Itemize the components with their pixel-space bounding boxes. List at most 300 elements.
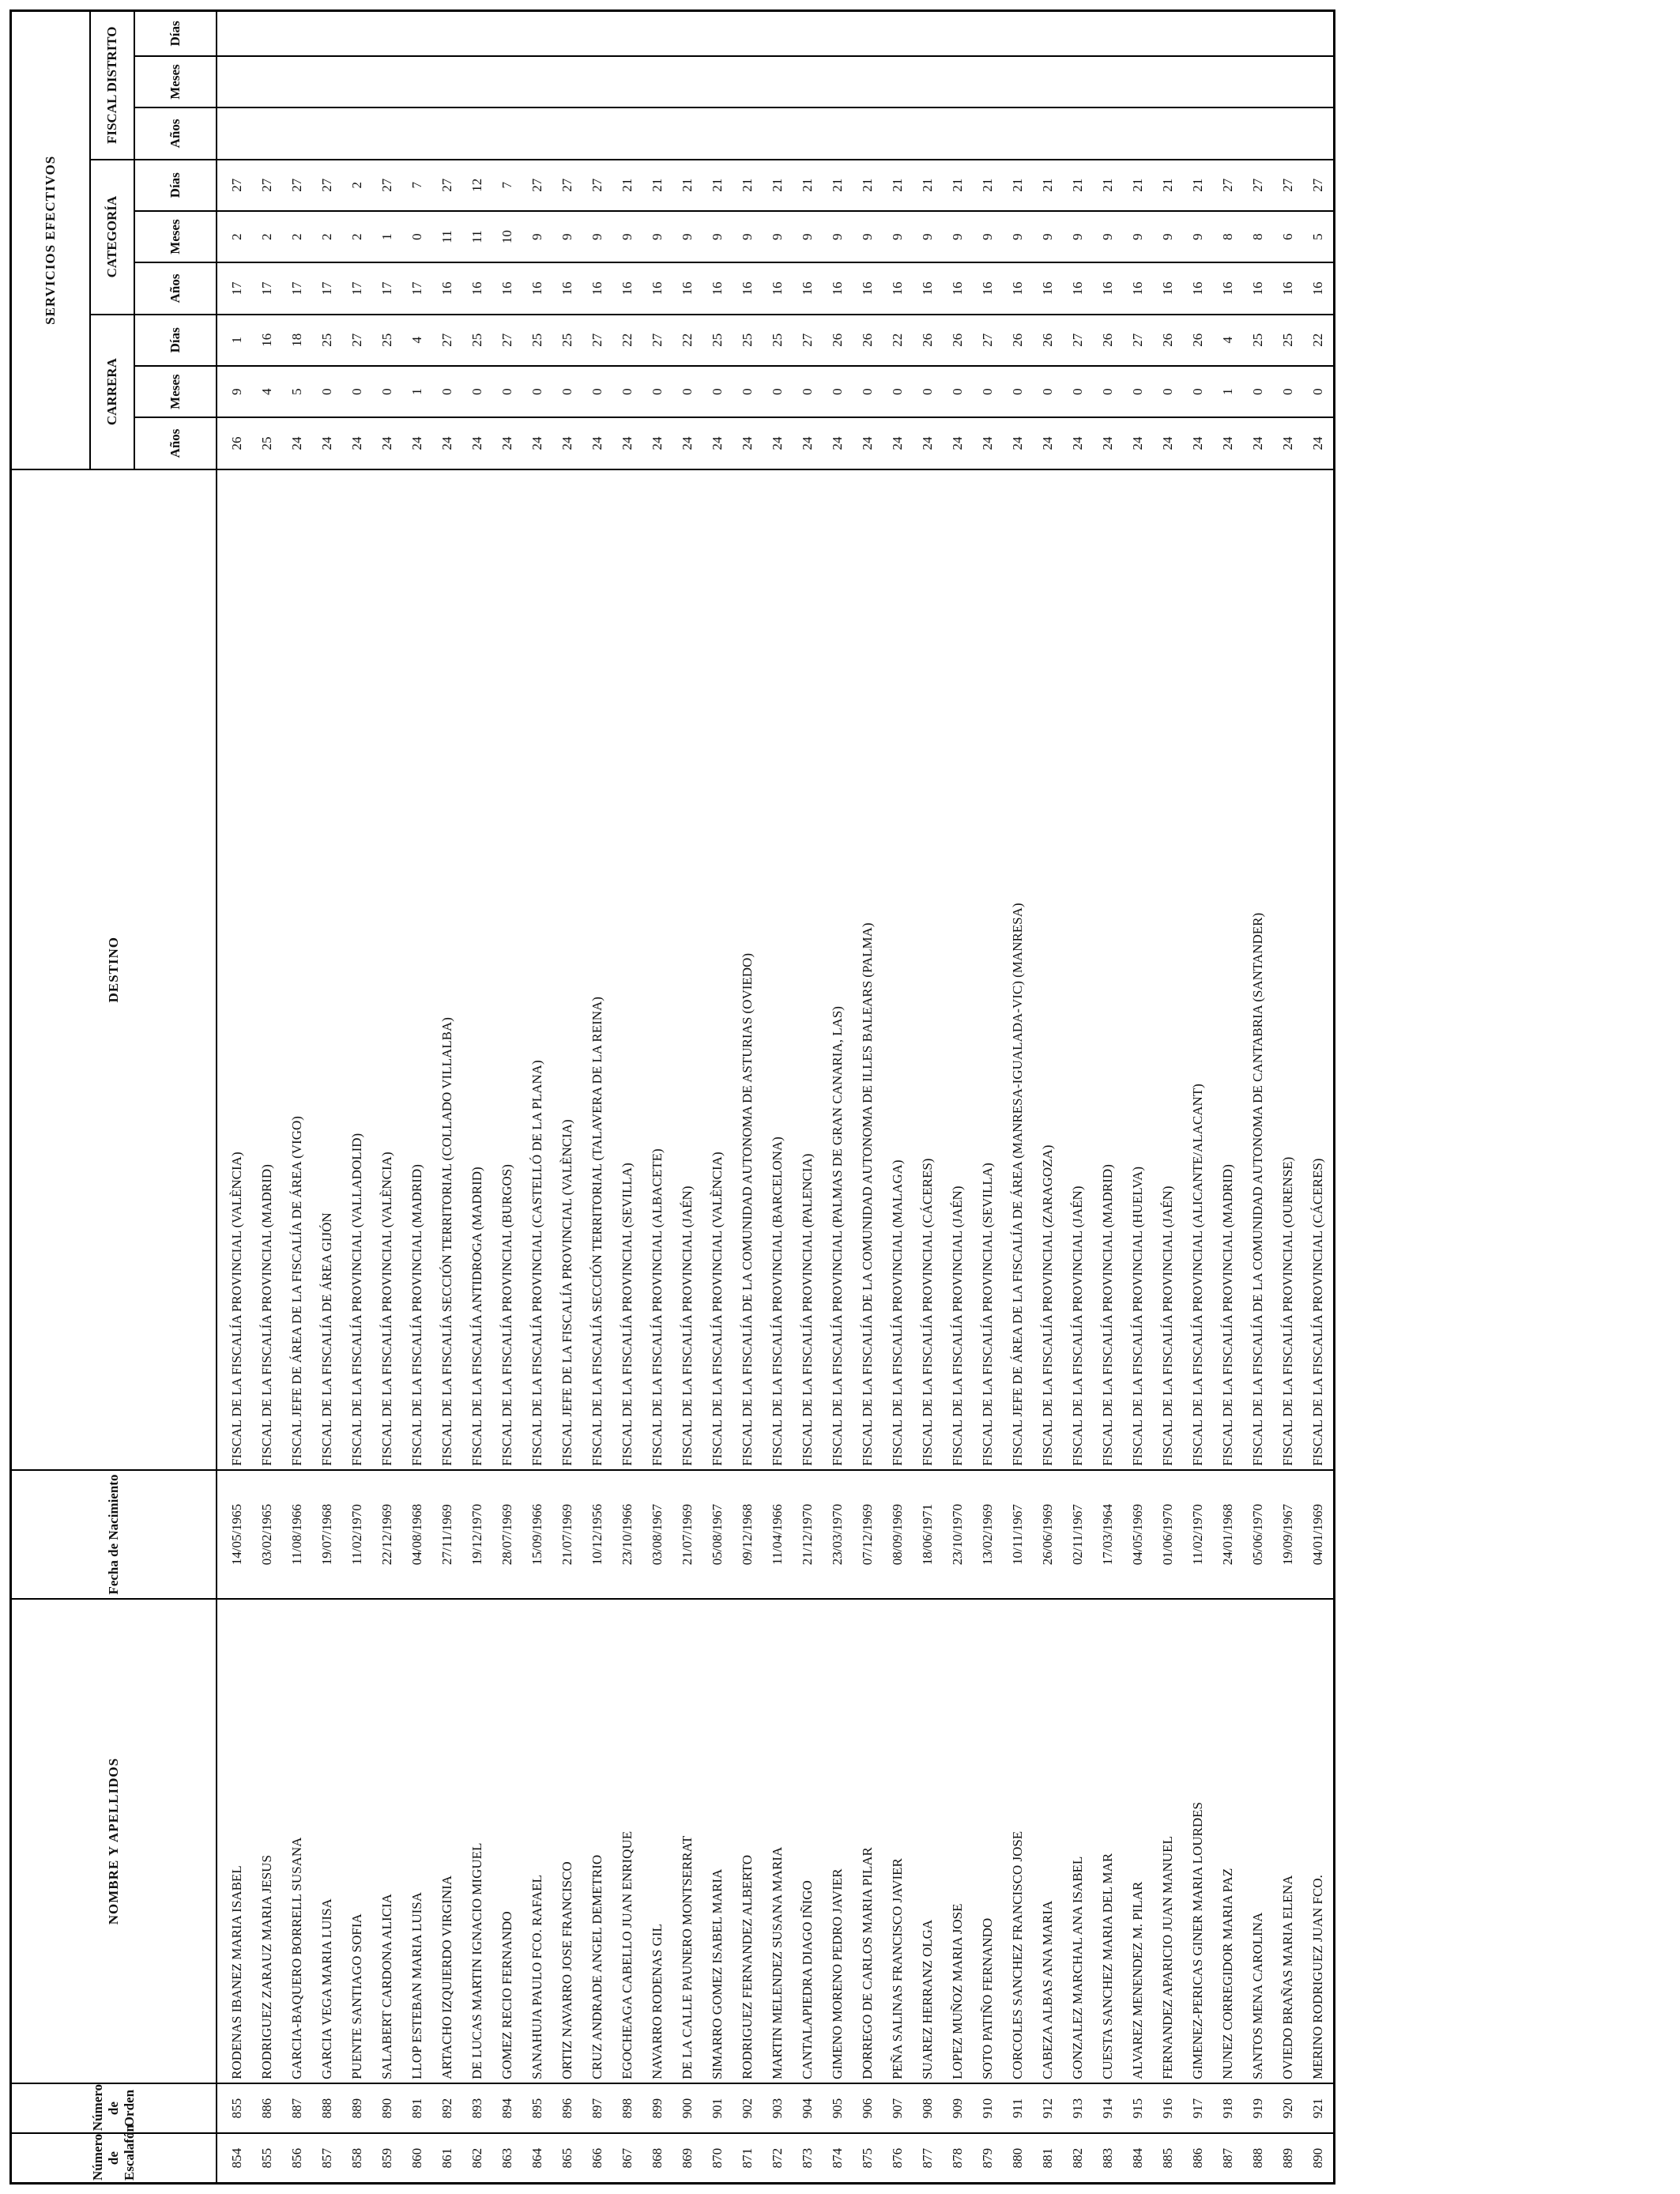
cell-numero-orden: 892: [432, 2083, 462, 2133]
cell-nombre: SIMARRO GOMEZ ISABEL MARIA: [703, 1599, 733, 2083]
cell-distrito-meses: [1213, 56, 1243, 107]
cell-categoria-dias: 21: [943, 160, 973, 211]
cell-destino: FISCAL DE LA FISCALÍA PROVINCIAL (VALÈNCIA): [217, 469, 252, 1470]
cell-categoria-dias: 21: [703, 160, 733, 211]
cell-categoria-anios: 16: [823, 262, 853, 314]
cell-nombre: CRUZ ANDRADE ANGEL DEMETRIO: [582, 1599, 612, 2083]
cell-fecha-nacimiento: 24/01/1968: [1213, 1470, 1243, 1599]
cell-carrera-meses: 0: [943, 366, 973, 417]
cell-numero-escalafon: 868: [642, 2133, 672, 2183]
cell-numero-escalafon: 880: [1003, 2133, 1033, 2183]
cell-fecha-nacimiento: 23/03/1970: [823, 1470, 853, 1599]
cell-numero-escalafon: 882: [1063, 2133, 1093, 2183]
cell-numero-escalafon: 860: [402, 2133, 432, 2183]
cell-nombre: RODRIGUEZ FERNANDEZ ALBERTO: [733, 1599, 763, 2083]
header-carrera-anios: Años: [134, 417, 217, 469]
cell-numero-orden: 855: [217, 2083, 252, 2133]
cell-destino: FISCAL DE LA FISCALÍA PROVINCIAL (OURENSE): [1273, 469, 1303, 1470]
cell-destino: FISCAL DE LA FISCALÍA PROVINCIAL (SEVILLA): [973, 469, 1003, 1470]
cell-destino: FISCAL DE LA FISCALÍA PROVINCIAL (ALBACETE): [642, 469, 672, 1470]
cell-categoria-anios: 16: [853, 262, 883, 314]
cell-carrera-dias: 25: [733, 315, 763, 366]
cell-nombre: DE LUCAS MARTIN IGNACIO MIGUEL: [462, 1599, 492, 2083]
cell-carrera-dias: 26: [1183, 315, 1213, 366]
cell-categoria-anios: 17: [372, 262, 402, 314]
cell-distrito-meses: [522, 56, 552, 107]
cell-categoria-meses: 9: [1183, 211, 1213, 262]
cell-carrera-anios: 24: [853, 417, 883, 469]
cell-carrera-dias: 22: [672, 315, 703, 366]
cell-categoria-meses: 9: [853, 211, 883, 262]
cell-carrera-dias: 25: [522, 315, 552, 366]
cell-categoria-dias: 27: [1213, 160, 1243, 211]
cell-categoria-meses: 9: [642, 211, 672, 262]
cell-categoria-dias: 27: [312, 160, 342, 211]
cell-carrera-meses: 0: [1183, 366, 1213, 417]
cell-fecha-nacimiento: 19/12/1970: [462, 1470, 492, 1599]
cell-nombre: OVIEDO BRAÑAS MARIA ELENA: [1273, 1599, 1303, 2083]
cell-distrito-dias: [522, 11, 552, 56]
cell-nombre: DORREGO DE CARLOS MARIA PILAR: [853, 1599, 883, 2083]
cell-fecha-nacimiento: 15/09/1966: [522, 1470, 552, 1599]
cell-carrera-dias: 25: [312, 315, 342, 366]
cell-distrito-anios: [282, 107, 312, 159]
cell-distrito-meses: [853, 56, 883, 107]
cell-categoria-anios: 16: [612, 262, 642, 314]
cell-categoria-meses: 9: [883, 211, 913, 262]
table-row: [612, 11, 642, 2184]
cell-categoria-meses: 9: [733, 211, 763, 262]
cell-carrera-anios: 24: [763, 417, 793, 469]
cell-carrera-anios: 24: [372, 417, 402, 469]
cell-distrito-dias: [282, 11, 312, 56]
cell-categoria-anios: 16: [1033, 262, 1063, 314]
cell-distrito-anios: [372, 107, 402, 159]
cell-numero-orden: 920: [1273, 2083, 1303, 2133]
cell-carrera-dias: 4: [402, 315, 432, 366]
cell-carrera-dias: 1: [217, 315, 252, 366]
cell-distrito-meses: [312, 56, 342, 107]
cell-carrera-anios: 24: [342, 417, 372, 469]
header-numero-escalafon: Número de Escalafón: [11, 2133, 217, 2183]
cell-fecha-nacimiento: 18/06/1971: [913, 1470, 943, 1599]
cell-distrito-anios: [612, 107, 642, 159]
cell-categoria-dias: 27: [372, 160, 402, 211]
cell-categoria-meses: 9: [1003, 211, 1033, 262]
cell-destino: FISCAL JEFE DE LA FISCALÍA PROVINCIAL (VALÈNCIA): [552, 469, 582, 1470]
cell-destino: FISCAL DE LA FISCALÍA PROVINCIAL (BARCELONA): [763, 469, 793, 1470]
cell-categoria-meses: 9: [522, 211, 552, 262]
cell-carrera-anios: 24: [1123, 417, 1153, 469]
cell-carrera-dias: 26: [823, 315, 853, 366]
cell-nombre: PEÑA SALINAS FRANCISCO JAVIER: [883, 1599, 913, 2083]
cell-categoria-anios: 17: [342, 262, 372, 314]
cell-numero-escalafon: 873: [793, 2133, 823, 2183]
cell-distrito-dias: [973, 11, 1003, 56]
cell-numero-escalafon: 869: [672, 2133, 703, 2183]
cell-categoria-anios: 16: [582, 262, 612, 314]
cell-carrera-meses: 1: [402, 366, 432, 417]
table-body: [217, 11, 1335, 2184]
cell-carrera-meses: 0: [612, 366, 642, 417]
cell-fecha-nacimiento: 08/09/1969: [883, 1470, 913, 1599]
cell-carrera-anios: 25: [252, 417, 282, 469]
cell-categoria-meses: 11: [432, 211, 462, 262]
cell-fecha-nacimiento: 03/08/1967: [642, 1470, 672, 1599]
cell-destino: FISCAL DE LA FISCALÍA PROVINCIAL (HUELVA): [1123, 469, 1153, 1470]
cell-distrito-anios: [1093, 107, 1123, 159]
cell-fecha-nacimiento: 09/12/1968: [733, 1470, 763, 1599]
table-row: [913, 11, 943, 2184]
table-row: [1033, 11, 1063, 2184]
cell-categoria-anios: 16: [642, 262, 672, 314]
cell-distrito-meses: [612, 56, 642, 107]
cell-carrera-meses: 0: [1093, 366, 1123, 417]
cell-carrera-meses: 0: [1033, 366, 1063, 417]
cell-carrera-meses: 9: [217, 366, 252, 417]
cell-categoria-dias: 27: [1303, 160, 1335, 211]
cell-distrito-anios: [252, 107, 282, 159]
cell-destino: FISCAL DE LA FISCALÍA PROVINCIAL (VALÈNCIA): [372, 469, 402, 1470]
cell-categoria-dias: 27: [252, 160, 282, 211]
cell-categoria-anios: 16: [883, 262, 913, 314]
cell-distrito-dias: [642, 11, 672, 56]
table-row: [1123, 11, 1153, 2184]
cell-carrera-meses: 5: [282, 366, 312, 417]
cell-carrera-meses: 0: [312, 366, 342, 417]
cell-carrera-dias: 27: [973, 315, 1003, 366]
table-row: [582, 11, 612, 2184]
cell-distrito-meses: [492, 56, 522, 107]
cell-distrito-meses: [1183, 56, 1213, 107]
table-row: [1183, 11, 1213, 2184]
cell-categoria-meses: 6: [1273, 211, 1303, 262]
cell-carrera-meses: 0: [462, 366, 492, 417]
cell-carrera-meses: 0: [552, 366, 582, 417]
cell-nombre: MERINO RODRIGUEZ JUAN FCO.: [1303, 1599, 1335, 2083]
cell-fecha-nacimiento: 11/02/1970: [1183, 1470, 1213, 1599]
cell-distrito-anios: [1063, 107, 1093, 159]
table-row: [943, 11, 973, 2184]
table-row: [342, 11, 372, 2184]
cell-carrera-dias: 25: [1273, 315, 1303, 366]
cell-fecha-nacimiento: 13/02/1969: [973, 1470, 1003, 1599]
table-row: [973, 11, 1003, 2184]
cell-numero-escalafon: 884: [1123, 2133, 1153, 2183]
cell-nombre: ARTACHO IZQUIERDO VIRGINIA: [432, 1599, 462, 2083]
cell-numero-orden: 919: [1243, 2083, 1273, 2133]
cell-numero-escalafon: 857: [312, 2133, 342, 2183]
cell-numero-escalafon: 887: [1213, 2133, 1243, 2183]
cell-distrito-meses: [1153, 56, 1183, 107]
cell-categoria-dias: 27: [217, 160, 252, 211]
cell-categoria-dias: 27: [552, 160, 582, 211]
cell-categoria-anios: 17: [312, 262, 342, 314]
cell-carrera-anios: 24: [1213, 417, 1243, 469]
cell-numero-escalafon: 867: [612, 2133, 642, 2183]
cell-categoria-anios: 16: [703, 262, 733, 314]
cell-fecha-nacimiento: 23/10/1970: [943, 1470, 973, 1599]
cell-nombre: NUNEZ CORREGIDOR MARIA PAZ: [1213, 1599, 1243, 2083]
cell-nombre: RODENAS IBANEZ MARIA ISABEL: [217, 1599, 252, 2083]
cell-destino: FISCAL DE LA FISCALÍA PROVINCIAL (BURGOS): [492, 469, 522, 1470]
cell-distrito-anios: [1123, 107, 1153, 159]
cell-destino: FISCAL DE LA FISCALÍA DE LA COMUNIDAD AUTONOMA DE ASTURIAS (OVIEDO): [733, 469, 763, 1470]
cell-categoria-dias: 27: [282, 160, 312, 211]
cell-carrera-dias: 25: [372, 315, 402, 366]
cell-carrera-dias: 25: [763, 315, 793, 366]
cell-numero-orden: 893: [462, 2083, 492, 2133]
cell-carrera-meses: 0: [1273, 366, 1303, 417]
cell-categoria-dias: 27: [432, 160, 462, 211]
cell-categoria-dias: 27: [1243, 160, 1273, 211]
cell-carrera-dias: 27: [582, 315, 612, 366]
cell-carrera-anios: 24: [1063, 417, 1093, 469]
cell-nombre: LOPEZ MUÑOZ MARIA JOSE: [943, 1599, 973, 2083]
cell-distrito-meses: [733, 56, 763, 107]
cell-fecha-nacimiento: 14/05/1965: [217, 1470, 252, 1599]
header-destino: DESTINO: [11, 469, 217, 1470]
cell-carrera-dias: 22: [883, 315, 913, 366]
cell-distrito-anios: [1243, 107, 1273, 159]
cell-categoria-meses: 9: [793, 211, 823, 262]
cell-categoria-anios: 16: [1243, 262, 1273, 314]
cell-numero-orden: 894: [492, 2083, 522, 2133]
cell-categoria-anios: 16: [462, 262, 492, 314]
cell-categoria-anios: 17: [282, 262, 312, 314]
cell-carrera-meses: 0: [793, 366, 823, 417]
cell-distrito-anios: [823, 107, 853, 159]
cell-fecha-nacimiento: 22/12/1969: [372, 1470, 402, 1599]
cell-carrera-anios: 24: [642, 417, 672, 469]
cell-numero-escalafon: 876: [883, 2133, 913, 2183]
header-fiscal-distrito: FISCAL DISTRITO: [90, 11, 134, 160]
cell-carrera-meses: 0: [1303, 366, 1335, 417]
cell-categoria-anios: 17: [252, 262, 282, 314]
cell-numero-orden: 903: [763, 2083, 793, 2133]
cell-distrito-anios: [703, 107, 733, 159]
cell-carrera-dias: 27: [342, 315, 372, 366]
cell-categoria-dias: 2: [342, 160, 372, 211]
table-row: [492, 11, 522, 2184]
cell-numero-orden: 899: [642, 2083, 672, 2133]
cell-distrito-dias: [1123, 11, 1153, 56]
cell-fecha-nacimiento: 04/08/1968: [402, 1470, 432, 1599]
header-carrera: CARRERA: [90, 315, 134, 469]
cell-destino: FISCAL DE LA FISCALÍA SECCIÓN TERRITORIAL (COLLADO VILLALBA): [432, 469, 462, 1470]
cell-categoria-dias: 21: [1063, 160, 1093, 211]
cell-distrito-dias: [582, 11, 612, 56]
cell-numero-escalafon: 872: [763, 2133, 793, 2183]
cell-carrera-meses: 0: [703, 366, 733, 417]
cell-fecha-nacimiento: 21/07/1969: [552, 1470, 582, 1599]
cell-carrera-meses: 0: [432, 366, 462, 417]
cell-nombre: FERNANDEZ APARICIO JUAN MANUEL: [1153, 1599, 1183, 2083]
table-row: [1303, 11, 1335, 2184]
cell-distrito-meses: [763, 56, 793, 107]
cell-categoria-dias: 27: [582, 160, 612, 211]
cell-categoria-meses: 9: [582, 211, 612, 262]
cell-numero-orden: 911: [1003, 2083, 1033, 2133]
cell-categoria-dias: 7: [492, 160, 522, 211]
cell-carrera-anios: 24: [1273, 417, 1303, 469]
cell-distrito-dias: [312, 11, 342, 56]
cell-categoria-dias: 21: [1033, 160, 1063, 211]
cell-carrera-meses: 0: [763, 366, 793, 417]
cell-destino: FISCAL DE LA FISCALÍA PROVINCIAL (MADRID): [1093, 469, 1123, 1470]
cell-categoria-meses: 2: [282, 211, 312, 262]
table-row: [217, 11, 252, 2184]
cell-distrito-dias: [217, 11, 252, 56]
cell-carrera-anios: 24: [823, 417, 853, 469]
cell-carrera-anios: 24: [1243, 417, 1273, 469]
cell-destino: FISCAL DE LA FISCALÍA PROVINCIAL (SEVILLA): [612, 469, 642, 1470]
cell-distrito-anios: [943, 107, 973, 159]
table-row: [1153, 11, 1183, 2184]
header-carrera-meses: Meses: [134, 366, 217, 417]
cell-nombre: CANTALAPIEDRA DIAGO IÑIGO: [793, 1599, 823, 2083]
cell-distrito-meses: [883, 56, 913, 107]
cell-fecha-nacimiento: 23/10/1966: [612, 1470, 642, 1599]
cell-nombre: NAVARRO RODENAS GIL: [642, 1599, 672, 2083]
cell-distrito-meses: [793, 56, 823, 107]
cell-categoria-dias: 21: [883, 160, 913, 211]
cell-categoria-dias: 21: [733, 160, 763, 211]
cell-numero-orden: 891: [402, 2083, 432, 2133]
cell-distrito-anios: [853, 107, 883, 159]
cell-distrito-anios: [1273, 107, 1303, 159]
cell-carrera-dias: 27: [642, 315, 672, 366]
cell-numero-orden: 907: [883, 2083, 913, 2133]
header-categoria-dias: Días: [134, 160, 217, 211]
cell-numero-escalafon: 888: [1243, 2133, 1273, 2183]
table-row: [552, 11, 582, 2184]
cell-carrera-meses: 0: [853, 366, 883, 417]
cell-distrito-dias: [1153, 11, 1183, 56]
table-row: [703, 11, 733, 2184]
cell-categoria-dias: 21: [642, 160, 672, 211]
cell-categoria-anios: 16: [492, 262, 522, 314]
cell-distrito-meses: [582, 56, 612, 107]
cell-distrito-meses: [973, 56, 1003, 107]
cell-categoria-meses: 9: [1063, 211, 1093, 262]
cell-categoria-meses: 1: [372, 211, 402, 262]
cell-carrera-dias: 22: [612, 315, 642, 366]
cell-distrito-dias: [1273, 11, 1303, 56]
table-row: [672, 11, 703, 2184]
cell-carrera-anios: 24: [1033, 417, 1063, 469]
header-numero-orden: Número de Orden: [11, 2083, 217, 2133]
cell-categoria-dias: 7: [402, 160, 432, 211]
cell-distrito-dias: [733, 11, 763, 56]
cell-distrito-dias: [793, 11, 823, 56]
cell-distrito-anios: [733, 107, 763, 159]
cell-carrera-anios: 24: [1303, 417, 1335, 469]
cell-carrera-anios: 24: [703, 417, 733, 469]
cell-distrito-dias: [1033, 11, 1063, 56]
cell-numero-orden: 890: [372, 2083, 402, 2133]
cell-fecha-nacimiento: 21/07/1969: [672, 1470, 703, 1599]
cell-carrera-meses: 0: [1003, 366, 1033, 417]
cell-categoria-meses: 8: [1243, 211, 1273, 262]
table-row: [1273, 11, 1303, 2184]
cell-fecha-nacimiento: 19/09/1967: [1273, 1470, 1303, 1599]
cell-categoria-anios: 16: [733, 262, 763, 314]
cell-numero-escalafon: 886: [1183, 2133, 1213, 2183]
cell-distrito-meses: [1093, 56, 1123, 107]
cell-numero-escalafon: 878: [943, 2133, 973, 2183]
cell-distrito-meses: [1273, 56, 1303, 107]
cell-carrera-meses: 0: [492, 366, 522, 417]
cell-destino: FISCAL DE LA FISCALÍA PROVINCIAL (CÁCERES): [1303, 469, 1335, 1470]
cell-distrito-meses: [252, 56, 282, 107]
cell-destino: FISCAL DE LA FISCALÍA PROVINCIAL (ALICANTE/ALACANT): [1183, 469, 1213, 1470]
cell-categoria-dias: 21: [913, 160, 943, 211]
cell-carrera-meses: 0: [522, 366, 552, 417]
cell-numero-escalafon: 889: [1273, 2133, 1303, 2183]
cell-numero-escalafon: 858: [342, 2133, 372, 2183]
table-row: [823, 11, 853, 2184]
cell-carrera-dias: 27: [432, 315, 462, 366]
cell-nombre: DE LA CALLE PAUNERO MONTSERRAT: [672, 1599, 703, 2083]
cell-carrera-anios: 24: [282, 417, 312, 469]
cell-fecha-nacimiento: 04/01/1969: [1303, 1470, 1335, 1599]
cell-carrera-dias: 4: [1213, 315, 1243, 366]
cell-numero-escalafon: 856: [282, 2133, 312, 2183]
cell-carrera-meses: 0: [342, 366, 372, 417]
cell-distrito-anios: [342, 107, 372, 159]
cell-carrera-meses: 4: [252, 366, 282, 417]
cell-carrera-dias: 25: [703, 315, 733, 366]
cell-carrera-meses: 0: [642, 366, 672, 417]
table-row: [462, 11, 492, 2184]
cell-destino: FISCAL DE LA FISCALÍA PROVINCIAL (CASTELLÓ DE LA PLANA): [522, 469, 552, 1470]
cell-categoria-meses: 9: [973, 211, 1003, 262]
table-row: [763, 11, 793, 2184]
cell-carrera-dias: 26: [853, 315, 883, 366]
cell-fecha-nacimiento: 04/05/1969: [1123, 1470, 1153, 1599]
cell-carrera-dias: 26: [1153, 315, 1183, 366]
table-row: [1003, 11, 1033, 2184]
cell-nombre: ORTIZ NAVARRO JOSE FRANCISCO: [552, 1599, 582, 2083]
table-row: [642, 11, 672, 2184]
cell-destino: FISCAL DE LA FISCALÍA PROVINCIAL (VALÈNCIA): [703, 469, 733, 1470]
cell-distrito-dias: [612, 11, 642, 56]
cell-distrito-meses: [342, 56, 372, 107]
cell-categoria-anios: 16: [1063, 262, 1093, 314]
cell-categoria-dias: 21: [1003, 160, 1033, 211]
cell-nombre: SANTOS MENA CAROLINA: [1243, 1599, 1273, 2083]
cell-carrera-anios: 24: [672, 417, 703, 469]
cell-carrera-dias: 26: [913, 315, 943, 366]
cell-numero-orden: 902: [733, 2083, 763, 2133]
cell-numero-escalafon: 861: [432, 2133, 462, 2183]
cell-nombre: SANAHUJA PAULO FCO. RAFAEL: [522, 1599, 552, 2083]
cell-fecha-nacimiento: 02/11/1967: [1063, 1470, 1093, 1599]
cell-numero-escalafon: 855: [252, 2133, 282, 2183]
cell-distrito-dias: [252, 11, 282, 56]
cell-distrito-meses: [703, 56, 733, 107]
cell-distrito-meses: [552, 56, 582, 107]
cell-distrito-meses: [913, 56, 943, 107]
cell-distrito-anios: [522, 107, 552, 159]
cell-destino: FISCAL DE LA FISCALÍA DE LA COMUNIDAD AUTONOMA DE CANTABRIA (SANTANDER): [1243, 469, 1273, 1470]
cell-nombre: SOTO PATIÑO FERNANDO: [973, 1599, 1003, 2083]
cell-distrito-dias: [342, 11, 372, 56]
header-distrito-dias: Días: [134, 11, 217, 56]
cell-categoria-anios: 16: [1093, 262, 1123, 314]
cell-categoria-meses: 8: [1213, 211, 1243, 262]
